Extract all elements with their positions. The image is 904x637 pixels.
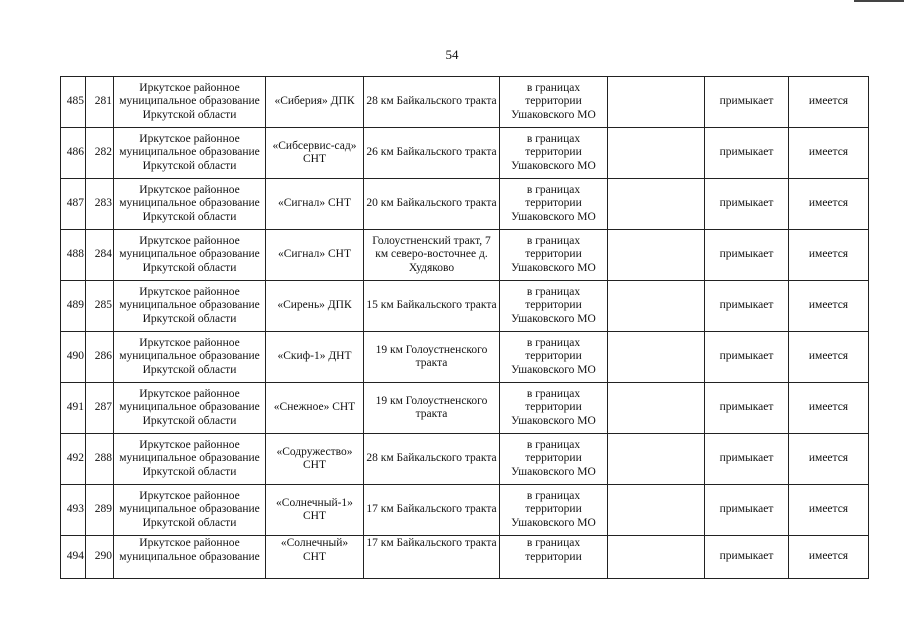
- table-row: [61, 77, 869, 128]
- owner-cell: Иркутское районное муниципальное образование Иркутской области: [114, 434, 266, 485]
- entry-number-cell: 488: [61, 230, 86, 281]
- adjacency-cell: примыкает: [705, 383, 789, 434]
- object-name-cell: «Сигнал» СНТ: [266, 230, 364, 281]
- table-row: [61, 332, 869, 383]
- empty-cell: [608, 179, 705, 230]
- owner-cell: Иркутское районное муниципальное образование: [114, 536, 266, 579]
- location-cell: 28 км Байкальского тракта: [364, 77, 500, 128]
- presence-cell: имеется: [789, 281, 869, 332]
- sub-number-cell: 286: [86, 332, 114, 383]
- entry-number-cell: 486: [61, 128, 86, 179]
- adjacency-cell: примыкает: [705, 536, 789, 579]
- object-name-cell: «Сибсервис-сад» СНТ: [266, 128, 364, 179]
- sub-number-cell: 290: [86, 536, 114, 579]
- presence-cell: имеется: [789, 332, 869, 383]
- boundary-cell: в границах территории Ушаковского МО: [500, 383, 608, 434]
- adjacency-cell: примыкает: [705, 281, 789, 332]
- table-row: [61, 128, 869, 179]
- object-name-cell: «Сигнал» СНТ: [266, 179, 364, 230]
- adjacency-cell: примыкает: [705, 179, 789, 230]
- adjacency-cell: примыкает: [705, 77, 789, 128]
- adjacency-cell: примыкает: [705, 332, 789, 383]
- owner-cell: Иркутское районное муниципальное образование Иркутской области: [114, 332, 266, 383]
- location-cell: 19 км Голоустненского тракта: [364, 383, 500, 434]
- sub-number-cell: 283: [86, 179, 114, 230]
- location-cell: 19 км Голоустненского тракта: [364, 332, 500, 383]
- location-cell: 26 км Байкальского тракта: [364, 128, 500, 179]
- sub-number-cell: 282: [86, 128, 114, 179]
- object-name-cell: «Сирень» ДПК: [266, 281, 364, 332]
- object-name-cell: «Снежное» СНТ: [266, 383, 364, 434]
- empty-cell: [608, 128, 705, 179]
- object-name-cell: «Сиберия» ДПК: [266, 77, 364, 128]
- boundary-cell: в границах территории Ушаковского МО: [500, 179, 608, 230]
- location-cell: 20 км Байкальского тракта: [364, 179, 500, 230]
- table-row: [61, 281, 869, 332]
- owner-cell: Иркутское районное муниципальное образование Иркутской области: [114, 230, 266, 281]
- boundary-cell: в границах территории Ушаковского МО: [500, 77, 608, 128]
- entry-number-cell: 493: [61, 485, 86, 536]
- entry-number-cell: 494: [61, 536, 86, 579]
- adjacency-cell: примыкает: [705, 230, 789, 281]
- object-name-cell: «Солнечный» СНТ: [266, 536, 364, 579]
- boundary-cell: в границах территории Ушаковского МО: [500, 485, 608, 536]
- owner-cell: Иркутское районное муниципальное образование Иркутской области: [114, 179, 266, 230]
- object-name-cell: «Солнечный-1» СНТ: [266, 485, 364, 536]
- presence-cell: имеется: [789, 77, 869, 128]
- location-cell: Голоустненский тракт, 7 км северо-восточнее д. Худяково: [364, 230, 500, 281]
- sub-number-cell: 289: [86, 485, 114, 536]
- empty-cell: [608, 485, 705, 536]
- object-name-cell: «Содружество» СНТ: [266, 434, 364, 485]
- boundary-cell: в границах территории: [500, 536, 608, 579]
- entry-number-cell: 492: [61, 434, 86, 485]
- sub-number-cell: 285: [86, 281, 114, 332]
- location-cell: 28 км Байкальского тракта: [364, 434, 500, 485]
- sub-number-cell: 281: [86, 77, 114, 128]
- entry-number-cell: 485: [61, 77, 86, 128]
- entry-number-cell: 487: [61, 179, 86, 230]
- boundary-cell: в границах территории Ушаковского МО: [500, 128, 608, 179]
- boundary-cell: в границах территории Ушаковского МО: [500, 332, 608, 383]
- owner-cell: Иркутское районное муниципальное образование Иркутской области: [114, 383, 266, 434]
- entry-number-cell: 491: [61, 383, 86, 434]
- empty-cell: [608, 536, 705, 579]
- boundary-cell: в границах территории Ушаковского МО: [500, 434, 608, 485]
- sub-number-cell: 287: [86, 383, 114, 434]
- scan-edge-mark: [854, 0, 904, 2]
- empty-cell: [608, 77, 705, 128]
- empty-cell: [608, 383, 705, 434]
- adjacency-cell: примыкает: [705, 128, 789, 179]
- table-row: [61, 383, 869, 434]
- owner-cell: Иркутское районное муниципальное образование Иркутской области: [114, 485, 266, 536]
- boundary-cell: в границах территории Ушаковского МО: [500, 281, 608, 332]
- empty-cell: [608, 281, 705, 332]
- table-row: [61, 434, 869, 485]
- table-row: [61, 230, 869, 281]
- presence-cell: имеется: [789, 128, 869, 179]
- table-body: [61, 77, 869, 579]
- empty-cell: [608, 434, 705, 485]
- table-row: [61, 179, 869, 230]
- presence-cell: имеется: [789, 383, 869, 434]
- owner-cell: Иркутское районное муниципальное образование Иркутской области: [114, 77, 266, 128]
- presence-cell: имеется: [789, 179, 869, 230]
- owner-cell: Иркутское районное муниципальное образование Иркутской области: [114, 281, 266, 332]
- empty-cell: [608, 230, 705, 281]
- presence-cell: имеется: [789, 434, 869, 485]
- road-registry-table: [60, 76, 869, 579]
- boundary-cell: в границах территории Ушаковского МО: [500, 230, 608, 281]
- table-row: [61, 485, 869, 536]
- location-cell: 17 км Байкальского тракта: [364, 536, 500, 579]
- adjacency-cell: примыкает: [705, 434, 789, 485]
- entry-number-cell: 490: [61, 332, 86, 383]
- sub-number-cell: 284: [86, 230, 114, 281]
- location-cell: 17 км Байкальского тракта: [364, 485, 500, 536]
- presence-cell: имеется: [789, 536, 869, 579]
- sub-number-cell: 288: [86, 434, 114, 485]
- presence-cell: имеется: [789, 485, 869, 536]
- empty-cell: [608, 332, 705, 383]
- page-number: 54: [445, 47, 459, 62]
- location-cell: 15 км Байкальского тракта: [364, 281, 500, 332]
- table-row: [61, 536, 869, 579]
- owner-cell: Иркутское районное муниципальное образование Иркутской области: [114, 128, 266, 179]
- object-name-cell: «Скиф-1» ДНТ: [266, 332, 364, 383]
- adjacency-cell: примыкает: [705, 485, 789, 536]
- entry-number-cell: 489: [61, 281, 86, 332]
- presence-cell: имеется: [789, 230, 869, 281]
